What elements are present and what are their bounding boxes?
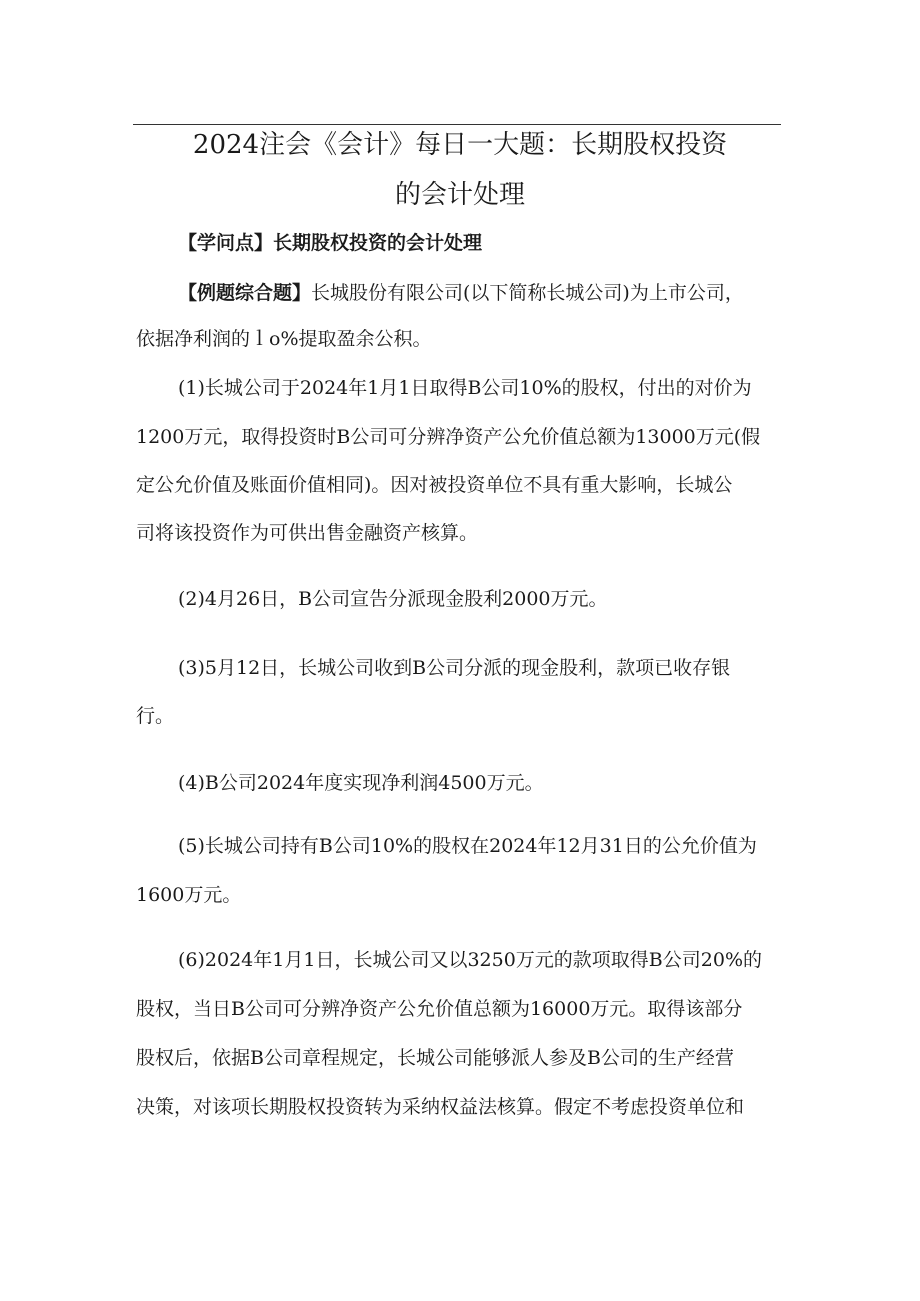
item-1-line-2: 1200万元，取得投资时B公司可分辨净资产公允价值总额为13000万元(假	[136, 426, 761, 448]
example-tag: 【例题综合题】	[178, 282, 312, 304]
example-text: 长城股份有限公司(以下简称长城公司)为上市公司，	[311, 282, 744, 304]
document-title-line-2: 的会计处理	[394, 180, 525, 210]
knowledge-tag: 【学问点】	[178, 232, 274, 254]
item-2-line-1: (2)4月26日，B公司宣告分派现金股利2000万元。	[178, 588, 608, 610]
item-1-line-1: (1)长城公司于2024年1月1日取得B公司10%的股权，付出的对价为	[178, 377, 752, 399]
item-5-line-2: 1600万元。	[136, 884, 242, 906]
example-intro	[178, 280, 744, 306]
knowledge-point	[178, 230, 482, 256]
example-line-2: 依据净利润的ｌo%提取盈余公积。	[136, 328, 432, 350]
document-title-line-1: 2024注会《会计》每日一大题：长期股权投资	[192, 130, 728, 160]
item-6-line-1: (6)2024年1月1日，长城公司又以3250万元的款项取得B公司20%的	[178, 949, 762, 971]
item-6-line-4: 决策，对该项长期股权投资转为采纳权益法核算。假定不考虑投资单位和	[136, 1096, 745, 1118]
item-1-line-3: 定公允价值及账面价值相同)。因对被投资单位不具有重大影响，长城公	[136, 474, 733, 496]
header-rule	[133, 124, 781, 125]
item-3-line-1: (3)5月12日，长城公司收到B公司分派的现金股利，款项已收存银	[178, 657, 731, 679]
item-1-line-4: 司将该投资作为可供出售金融资产核算。	[136, 522, 479, 544]
item-5-line-1: (5)长城公司持有B公司10%的股权在2024年12月31日的公允价值为	[178, 835, 757, 857]
knowledge-text: 长期股权投资的会计处理	[273, 232, 483, 254]
item-3-line-2: 行。	[136, 705, 175, 727]
item-6-line-2: 股权，当日B公司可分辨净资产公允价值总额为16000万元。取得该部分	[136, 998, 743, 1020]
item-4-line-1: (4)B公司2024年度实现净利润4500万元。	[178, 772, 544, 794]
item-6-line-3: 股权后，依据B公司章程规定，长城公司能够派人参及B公司的生产经营	[136, 1047, 734, 1069]
